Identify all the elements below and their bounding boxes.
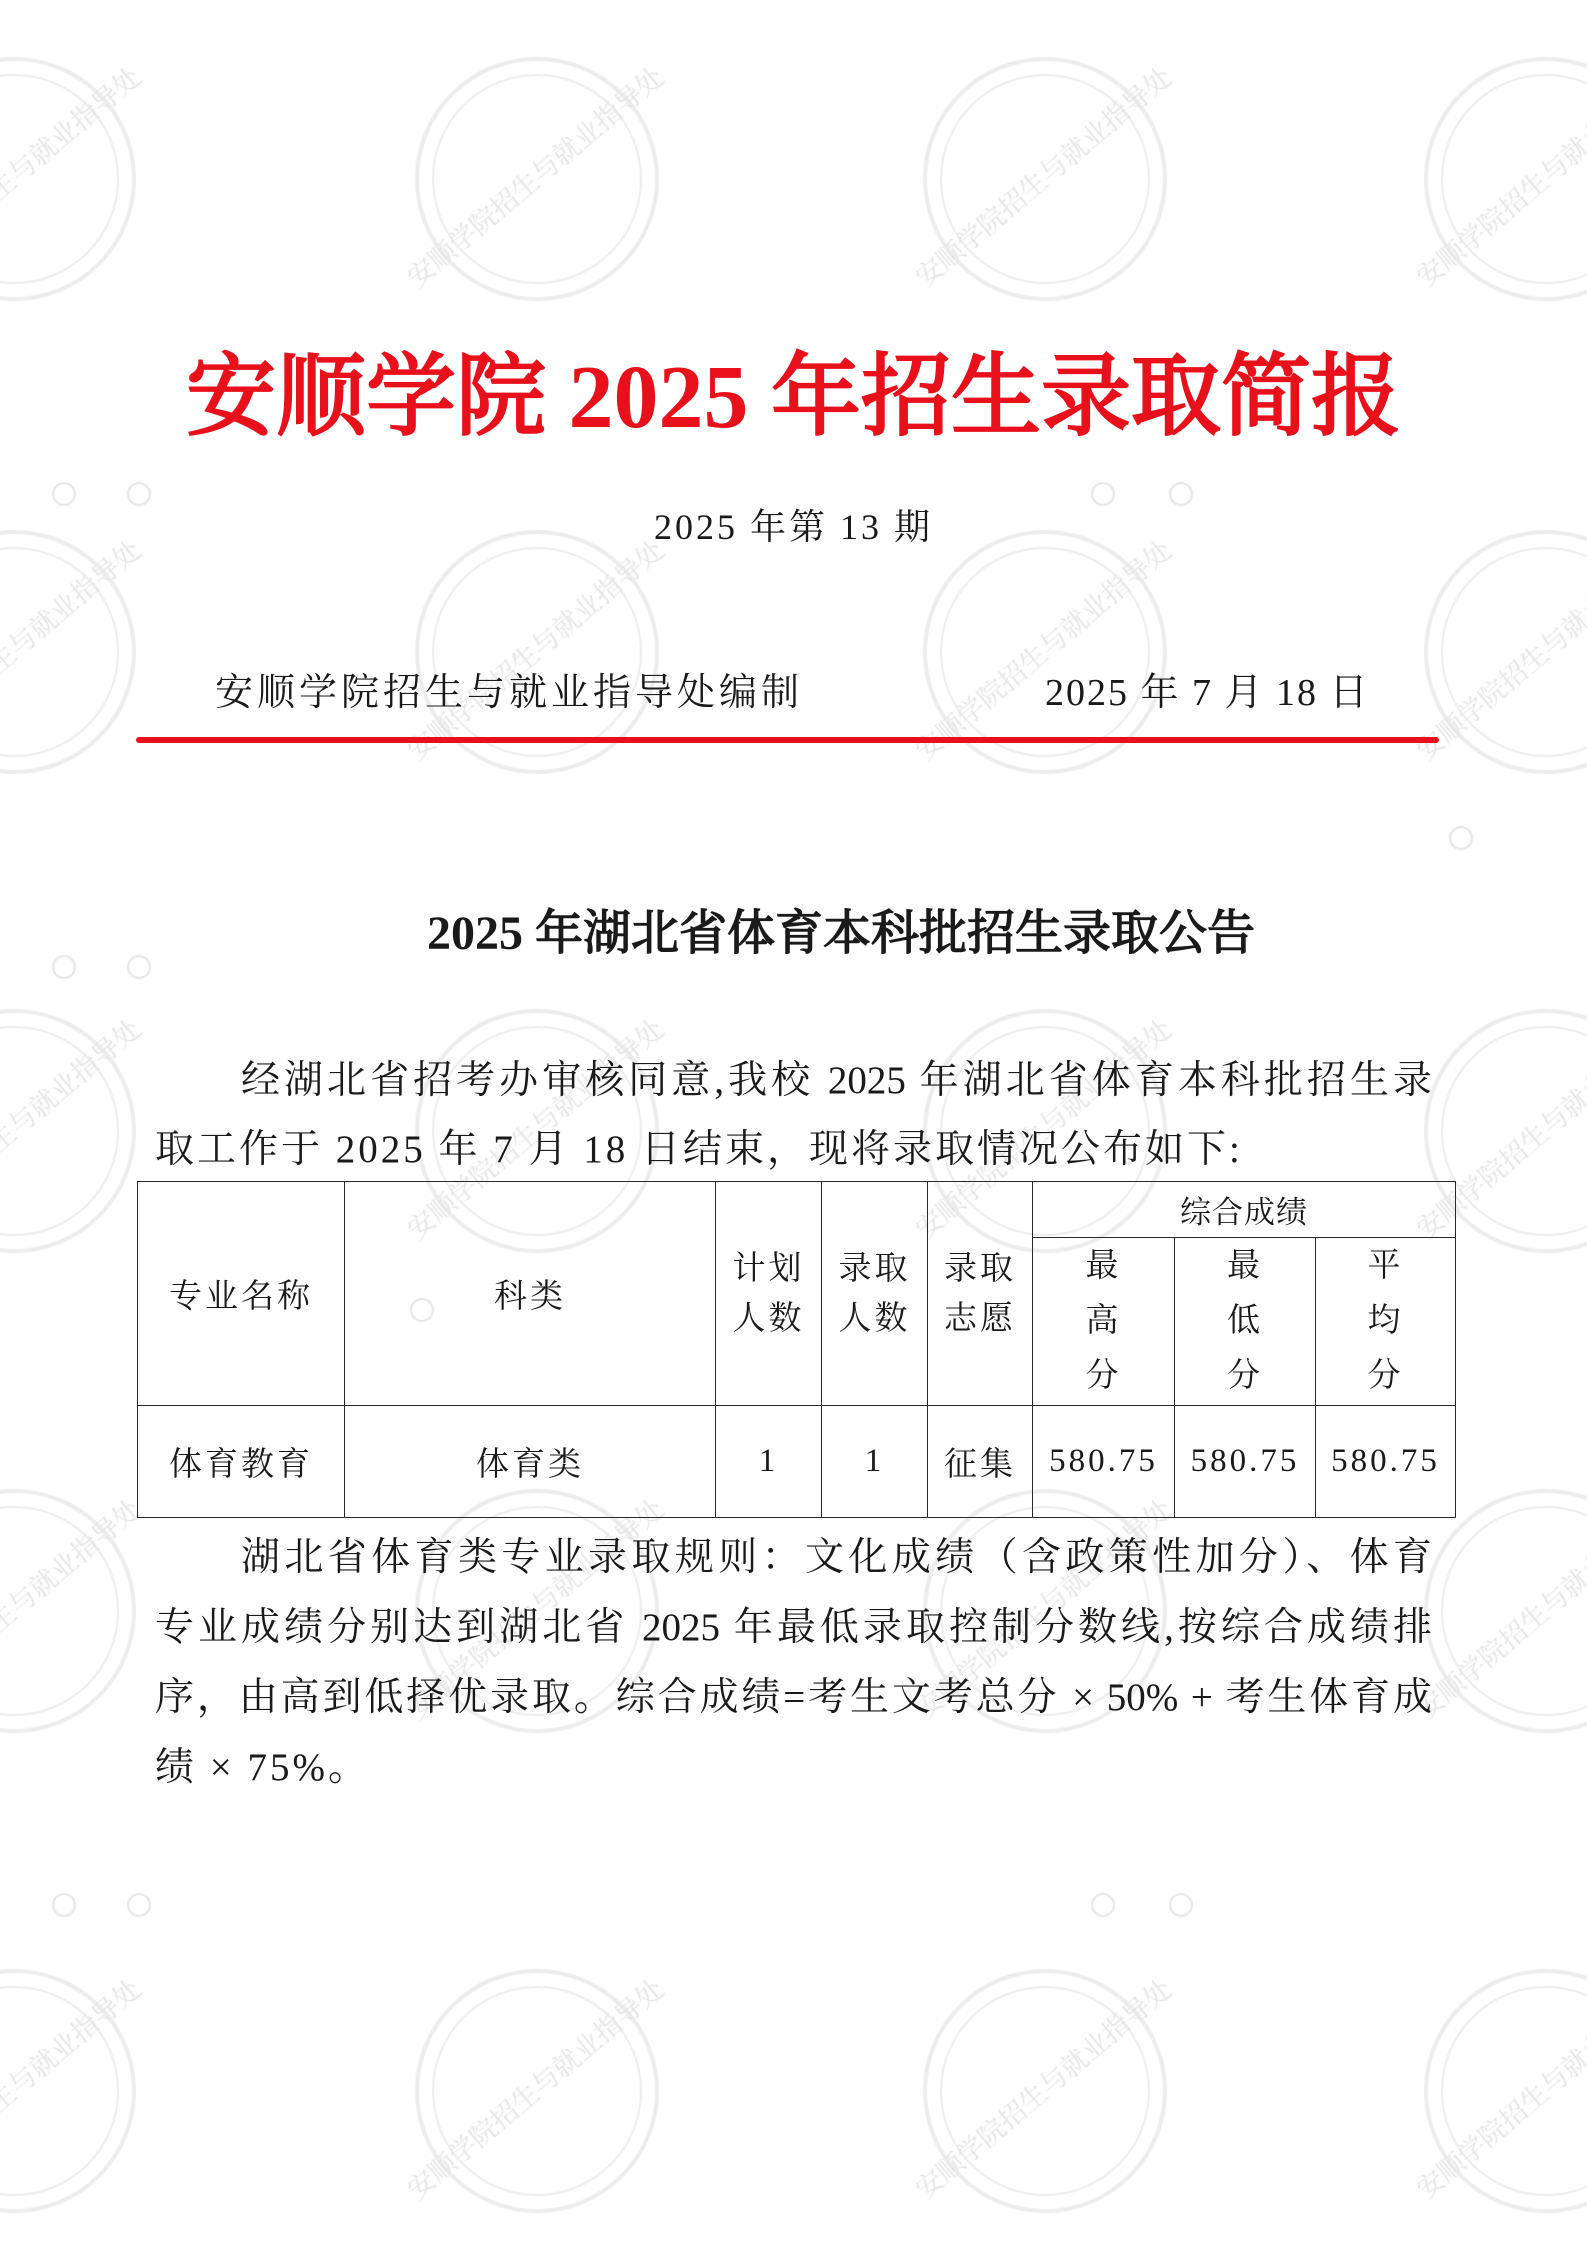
cell-max-score: 580.75 — [1033, 1406, 1175, 1518]
cell-min-score: 580.75 — [1175, 1406, 1316, 1518]
publish-date: 2025 年 7 月 18 日 — [1045, 672, 1370, 714]
header-major: 专业名称 — [138, 1182, 345, 1406]
intro-line: 取工作于 2025 年 7 月 18 日结束，现将录取情况公布如下: — [155, 1128, 1243, 1171]
header-min-score — [1175, 1238, 1316, 1406]
cell-preference: 征集 — [928, 1406, 1033, 1518]
header-min-score-label: 最低分 — [1226, 1248, 1263, 1394]
notice-heading: 2025 年湖北省体育本科批招生录取公告 — [427, 907, 1256, 960]
cell-planned: 1 — [716, 1406, 822, 1518]
header-preference — [928, 1182, 1033, 1406]
rules-line: 专业成绩分别达到湖北省 2025 年最低录取控制分数线,按综合成绩排 — [155, 1606, 1432, 1649]
header-preference-label: 录取志愿 — [944, 1250, 1016, 1337]
rules-line: 绩 × 75%。 — [155, 1746, 370, 1789]
cell-admitted: 1 — [822, 1406, 928, 1518]
header-max-score-label: 最高分 — [1085, 1248, 1122, 1394]
table-header-row — [138, 1182, 1456, 1238]
table-row — [138, 1406, 1456, 1518]
header-max-score — [1033, 1238, 1175, 1406]
rules-line: 序，由高到低择优录取。综合成绩=考生文考总分 × 50% + 考生体育成 — [155, 1676, 1432, 1719]
cell-avg-score: 580.75 — [1316, 1406, 1456, 1518]
header-avg-score — [1316, 1238, 1456, 1406]
header-composite-score: 综合成绩 — [1033, 1182, 1456, 1238]
header-planned-label: 计划人数 — [732, 1250, 805, 1337]
publisher: 安顺学院招生与就业指导处编制 — [215, 672, 804, 714]
bulletin-title: 安顺学院 2025 年招生录取简报 — [186, 348, 1401, 447]
cell-category: 体育类 — [345, 1406, 716, 1518]
admission-rules-paragraph — [155, 1523, 1432, 1803]
intro-paragraph — [155, 1046, 1432, 1184]
header-category: 科类 — [345, 1182, 716, 1406]
rules-line: 湖北省体育类专业录取规则：文化成绩（含政策性加分）、体育 — [241, 1536, 1432, 1579]
issue-number: 2025 年第 13 期 — [653, 507, 933, 547]
header-planned — [716, 1182, 822, 1406]
header-divider — [136, 737, 1439, 743]
header-avg-score-label: 平均分 — [1367, 1248, 1404, 1394]
intro-line: 经湖北省招考办审核同意,我校 2025 年湖北省体育本科批招生录 — [241, 1059, 1432, 1102]
admission-table — [137, 1181, 1456, 1518]
header-admitted-label: 录取人数 — [838, 1250, 911, 1337]
header-admitted — [822, 1182, 928, 1406]
cell-major: 体育教育 — [138, 1406, 345, 1518]
